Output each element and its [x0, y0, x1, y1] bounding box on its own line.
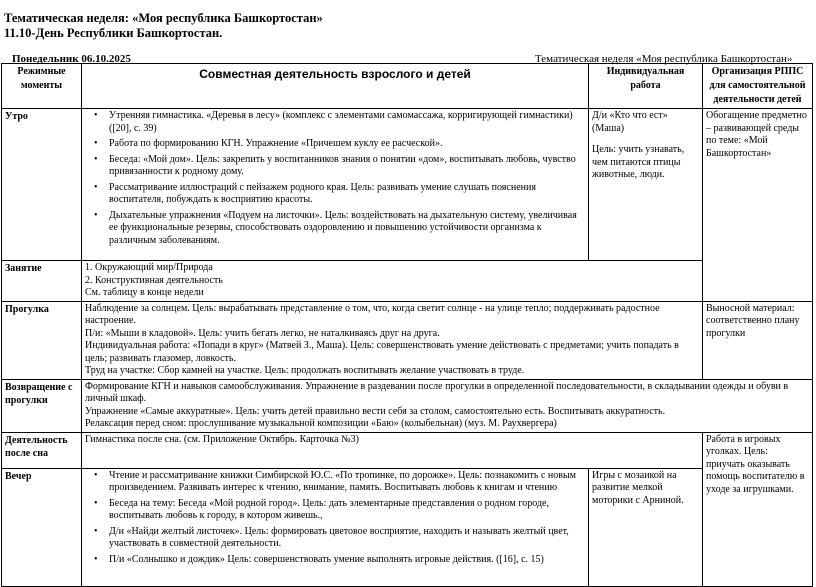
individual-game: Д/и «Кто что ест» (Маша) [592, 110, 668, 134]
row-label-morning: Утро [2, 109, 82, 261]
list-item: • П/и «Солнышко и дождик» Цель: совершенствовать умение выполнять игровые действия. ([16], с. 15) [109, 554, 585, 567]
row-label-evening: Вечер [2, 468, 82, 586]
list-item: • Утренняя гимнастика. «Деревья в лесу» (комплекс с элементами самомассажа, корригирующей гимнастики) ([20], с. 39) [109, 110, 585, 135]
return-content [82, 379, 813, 432]
lesson-line: 2. Конструктивная деятельность [85, 274, 223, 286]
row-return [2, 379, 813, 432]
morning-list [85, 110, 585, 247]
list-item: • Работа по формированию КГН. Упражнение «Причешем куклу ее расческой». [109, 138, 585, 151]
morning-individual [589, 109, 703, 261]
row-evening [2, 468, 813, 586]
row-after-sleep [2, 432, 813, 468]
header-row [2, 64, 813, 109]
evening-activities [82, 468, 589, 586]
after-sleep-rpps: Работа в игровых уголках. Цель: приучать оказывать помощь воспитателю в уходе за игрушками. [703, 432, 813, 586]
list-item: • Дыхательные упражнения «Подуем на листочки». Цель: воздействовать на дыхательную систему, увеличивая ее функциональные резервы, способствовать оздоровлению и повышению устойчивости организма к различным заболеваниям. [109, 210, 585, 248]
header-individual-work: Индивидуальная работа [589, 64, 703, 109]
row-label-after-sleep: Деятельность после сна [2, 432, 82, 468]
walk-content [82, 301, 703, 379]
return-line: Формирование КГН и навыков самообслуживания. Упражнение в раздевании после прогулки в определенной последовательности, в складывании одежды и обуви в личный шкаф. [85, 380, 789, 404]
list-item: • Беседа: «Мой дом». Цель: закрепить у воспитанников знания о понятии «дом», воспитывать любовь, чувство привязанности к родному дому. [109, 154, 585, 179]
row-label-walk: Прогулка [2, 301, 82, 379]
walk-line: П/и: «Мыши в кладовой». Цель: учить бегать легко, не наталкиваясь друг на друга. [85, 327, 440, 339]
list-item: • Рассматривание иллюстраций с пейзажем родного края. Цель: развивать умение слушать пояснения воспитателя, побуждать к восприятию красоты. [109, 182, 585, 207]
return-line: Упражнение «Самые аккуратные». Цель: учить детей правильно вести себя за столом, самостоятельно есть. Воспитывать аккуратность. [85, 405, 666, 417]
lesson-content [82, 261, 703, 302]
evening-list [85, 470, 585, 567]
row-label-lesson: Занятие [2, 261, 82, 302]
morning-activities [82, 109, 589, 261]
header-regime: Режимные моменты [2, 64, 82, 109]
return-line: Релаксация перед сном: прослушивание музыкальной композиции «Баю» (колыбельная) (муз. М. Раухвергера) [85, 418, 557, 429]
week-title: Тематическая неделя: «Моя республика Башкортостан» [4, 11, 323, 25]
walk-line: Индивидуальная работа: «Попади в круг» (Матвей З., Маша). Цель: совершенствовать умение действовать с предметами; учить попадать в цель; развивать глазомер, ловкость. [85, 340, 679, 364]
row-morning [2, 109, 813, 261]
row-lesson [2, 261, 813, 302]
schedule-table [1, 63, 813, 587]
morning-rpps: Обогащение предметно – развивающей среды по теме: «Мой Башкортостан» [703, 109, 813, 302]
walk-line: Наблюдение за солнцем. Цель: вырабатывать представление о том, что, когда светит солнце - на улице тепло; поддерживать радостное настроение. [85, 302, 660, 326]
list-item: • Чтение и рассматривание книжки Симбирской Ю.С. «По тропинке, по дорожке». Цель: познакомить с новым произведением. Развивать интерес к чтению, внимание, память. Воспитывать любовь к книгам и чтению [109, 470, 585, 495]
evening-individual: Игры с мозаикой на развитие мелкой моторики с Арниной. [589, 468, 703, 586]
day-title: 11.10-День Республики Башкортостан. [4, 26, 223, 40]
date-heading: Понедельник 06.10.2025 [12, 53, 131, 65]
walk-line: Труд на участке: Сбор камней на участке. Цель: продолжать воспитывать желание участвовать в труде. [85, 365, 525, 376]
walk-rpps: Выносной материал: соответственно плану прогулки [703, 301, 813, 379]
header-joint-activity: Совместная деятельность взрослого и детей [82, 64, 589, 109]
lesson-line: 1. Окружающий мир/Природа [85, 262, 213, 273]
list-item: • Беседа на тему: Беседа «Мой родной город». Цель: дать элементарные представления о родном городе, воспитывать любовь к городу, в котором живешь., [109, 498, 585, 523]
row-walk [2, 301, 813, 379]
after-sleep-content: Гимнастика после сна. (см. Приложение Октябрь. Карточка №3) [82, 432, 703, 468]
theme-heading-right: Тематическая неделя «Моя республика Башкортостан» [535, 53, 793, 65]
header-rpps: Организация РППС для самостоятельной деятельности детей [703, 64, 813, 109]
individual-goal: Цель: учить узнавать, чем питаются птицы животные, люди. [592, 144, 685, 180]
row-label-return: Возвращение с прогулки [2, 379, 82, 432]
list-item: • Д/и «Найди желтый листочек». Цель: формировать цветовое восприятие, находить и называть желтый цвет, участвовать в совместной деятельности. [109, 526, 585, 551]
lesson-line: См. таблицу в конце недели [85, 287, 204, 298]
